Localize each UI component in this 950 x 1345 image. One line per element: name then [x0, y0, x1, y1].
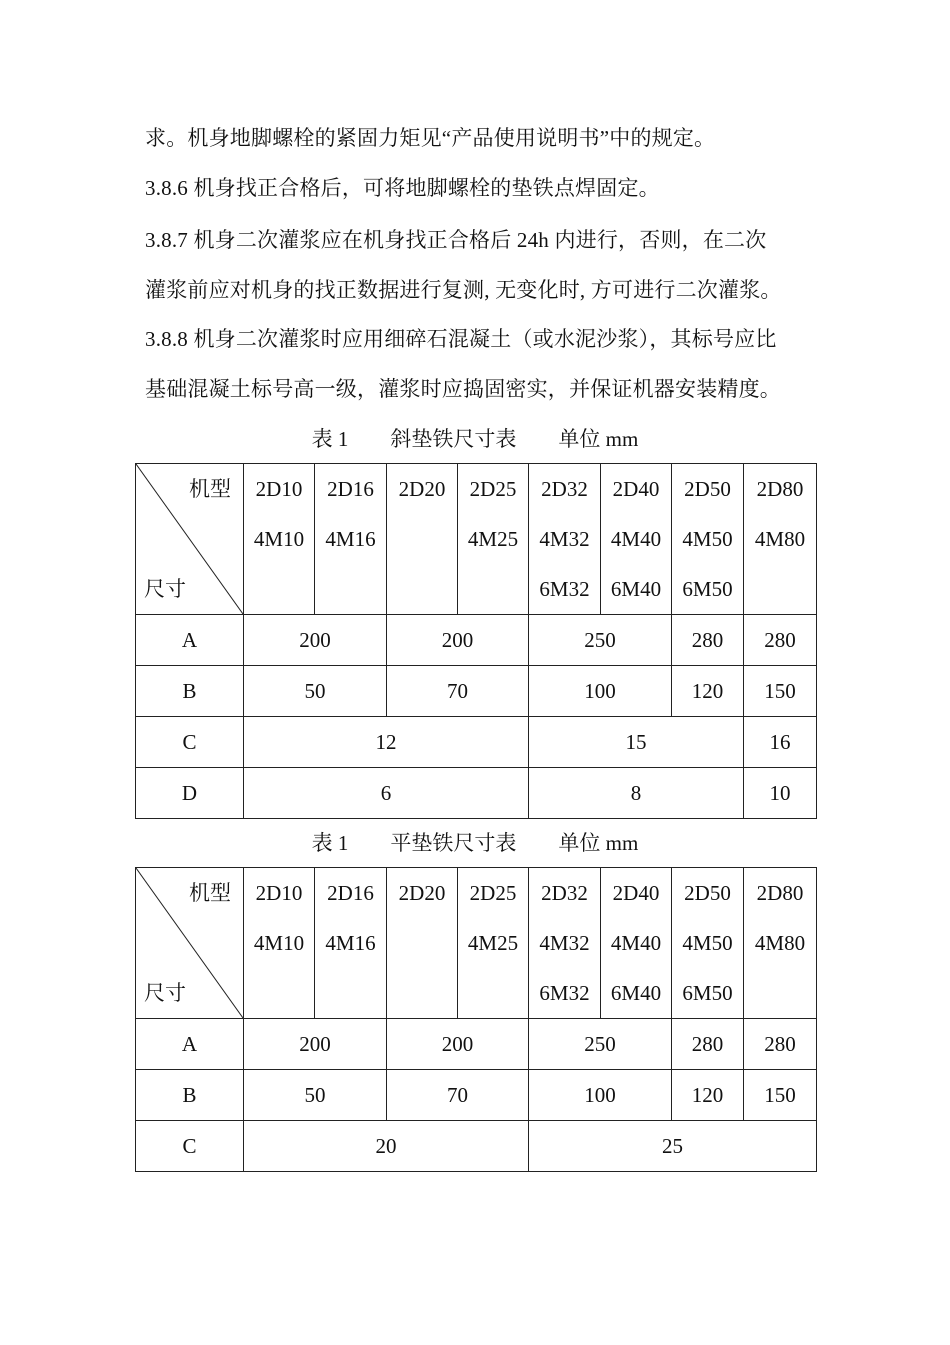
- model-name: [315, 564, 386, 614]
- table-header-row: [136, 464, 817, 615]
- row-label: C: [136, 717, 244, 768]
- model-cell-1: [244, 868, 315, 1019]
- value-cell: 200: [387, 1019, 529, 1070]
- corner-label-model: 机型: [189, 477, 231, 501]
- value-cell: 12: [244, 717, 529, 768]
- model-name: 6M40: [610, 981, 662, 1005]
- model-cell-5: [529, 464, 601, 615]
- model-cell-6: [601, 464, 672, 615]
- model-name: [244, 564, 314, 614]
- value-cell: 200: [387, 615, 529, 666]
- model-name: 2D32: [541, 881, 588, 905]
- inclined-shim-table: [135, 463, 817, 819]
- value-cell: 10: [744, 768, 817, 819]
- model-cell-2: [315, 464, 387, 615]
- model-name: 4M10: [253, 931, 305, 955]
- model-name: 6M32: [539, 981, 590, 1005]
- model-cell-5: [529, 868, 601, 1019]
- model-name: [744, 968, 816, 1018]
- model-name: 4M50: [682, 931, 733, 955]
- model-name: 4M32: [539, 527, 590, 551]
- model-name: [315, 968, 386, 1018]
- model-name: 2D80: [756, 881, 804, 905]
- model-name: [458, 968, 528, 1018]
- paragraph-3-8-8-line-1: 3.8.8 机身二次灌浆时应用细碎石混凝土（或水泥沙浆），其标号应比: [145, 327, 777, 351]
- value-cell: 120: [672, 666, 744, 717]
- corner-label-model: 机型: [189, 881, 231, 905]
- model-name: 4M50: [682, 527, 733, 551]
- model-cell-3: [387, 868, 458, 1019]
- model-name: 2D40: [612, 881, 660, 905]
- model-name: 2D32: [541, 477, 588, 501]
- model-name: 2D20: [398, 881, 446, 905]
- corner-label-size: 尺寸: [144, 981, 186, 1005]
- table-row-b: [136, 1070, 817, 1121]
- value-cell: 250: [529, 615, 672, 666]
- table-row-a: [136, 1019, 817, 1070]
- model-name: 4M40: [610, 931, 662, 955]
- model-cell-2: [315, 868, 387, 1019]
- value-cell: 16: [744, 717, 817, 768]
- model-cell-4: [458, 868, 529, 1019]
- header-corner-cell: [136, 868, 244, 1019]
- model-name: 6M40: [610, 577, 662, 601]
- paragraph-line-1: 求。机身地脚螺栓的紧固力矩见“产品使用说明书”中的规定。: [145, 126, 716, 150]
- corner-label-size: 尺寸: [144, 577, 186, 601]
- table-row-b: [136, 666, 817, 717]
- model-name: [387, 918, 457, 968]
- model-name: 4M10: [253, 527, 305, 551]
- model-cell-1: [244, 464, 315, 615]
- row-label: B: [136, 666, 244, 717]
- model-name: 4M80: [754, 931, 806, 955]
- model-name: 2D80: [756, 477, 804, 501]
- model-name: 4M25: [467, 931, 519, 955]
- row-label: B: [136, 1070, 244, 1121]
- paragraph-3-8-7-line-1: 3.8.7 机身二次灌浆应在机身找正合格后 24h 内进行，否则，在二次: [145, 228, 767, 252]
- value-cell: 280: [744, 1019, 817, 1070]
- value-cell: 50: [244, 1070, 387, 1121]
- model-name: 2D25: [469, 881, 517, 905]
- model-name: 4M25: [467, 527, 519, 551]
- value-cell: 200: [244, 615, 387, 666]
- row-label: C: [136, 1121, 244, 1172]
- value-cell: 8: [529, 768, 744, 819]
- model-name: 4M16: [325, 527, 376, 551]
- model-cell-7: [672, 868, 744, 1019]
- model-name: 2D20: [398, 477, 446, 501]
- value-cell: 70: [387, 1070, 529, 1121]
- value-cell: 15: [529, 717, 744, 768]
- paragraph-3-8-8-line-2: 基础混凝土标号高一级，灌浆时应捣固密实，并保证机器安装精度。: [145, 377, 781, 401]
- model-name: 4M80: [754, 527, 806, 551]
- flat-shim-table: [135, 867, 817, 1172]
- model-name: 2D10: [255, 881, 303, 905]
- model-name: [744, 564, 816, 614]
- value-cell: 200: [244, 1019, 387, 1070]
- table-row-a: [136, 615, 817, 666]
- value-cell: 150: [744, 1070, 817, 1121]
- model-cell-6: [601, 868, 672, 1019]
- table-2-caption: 表 1 平垫铁尺寸表 单位 mm: [311, 831, 639, 855]
- table-1-caption: 表 1 斜垫铁尺寸表 单位 mm: [311, 427, 639, 451]
- model-name: [387, 968, 457, 1018]
- row-label: D: [136, 768, 244, 819]
- value-cell: 100: [529, 666, 672, 717]
- model-cell-3: [387, 464, 458, 615]
- table-row-c: [136, 717, 817, 768]
- model-name: 2D50: [684, 881, 731, 905]
- model-name: [458, 564, 528, 614]
- model-cell-7: [672, 464, 744, 615]
- row-label: A: [136, 615, 244, 666]
- model-name: 4M32: [539, 931, 590, 955]
- row-label: A: [136, 1019, 244, 1070]
- value-cell: 20: [244, 1121, 529, 1172]
- model-name: 4M16: [325, 931, 376, 955]
- paragraph-3-8-7-line-2: 灌浆前应对机身的找正数据进行复测, 无变化时, 方可进行二次灌浆。: [145, 278, 782, 302]
- model-name: 6M50: [682, 981, 733, 1005]
- model-name: [387, 514, 457, 564]
- model-cell-4: [458, 464, 529, 615]
- table-row-d: [136, 768, 817, 819]
- value-cell: 120: [672, 1070, 744, 1121]
- model-name: [387, 564, 457, 614]
- model-name: 2D50: [684, 477, 731, 501]
- table-row-c: [136, 1121, 817, 1172]
- value-cell: 25: [529, 1121, 817, 1172]
- model-name: 2D16: [327, 477, 374, 501]
- value-cell: 50: [244, 666, 387, 717]
- model-name: 6M32: [539, 577, 590, 601]
- model-name: 2D16: [327, 881, 374, 905]
- value-cell: 70: [387, 666, 529, 717]
- model-name: 2D40: [612, 477, 660, 501]
- model-name: 2D25: [469, 477, 517, 501]
- model-name: [244, 968, 314, 1018]
- value-cell: 280: [672, 615, 744, 666]
- model-name: 6M50: [682, 577, 733, 601]
- value-cell: 280: [672, 1019, 744, 1070]
- value-cell: 250: [529, 1019, 672, 1070]
- value-cell: 280: [744, 615, 817, 666]
- model-name: 4M40: [610, 527, 662, 551]
- value-cell: 150: [744, 666, 817, 717]
- paragraph-3-8-6: 3.8.6 机身找正合格后，可将地脚螺栓的垫铁点焊固定。: [145, 176, 660, 200]
- model-name: 2D10: [255, 477, 303, 501]
- header-corner-cell: [136, 464, 244, 615]
- model-cell-8: [744, 464, 817, 615]
- value-cell: 6: [244, 768, 529, 819]
- value-cell: 100: [529, 1070, 672, 1121]
- model-cell-8: [744, 868, 817, 1019]
- table-header-row: [136, 868, 817, 1019]
